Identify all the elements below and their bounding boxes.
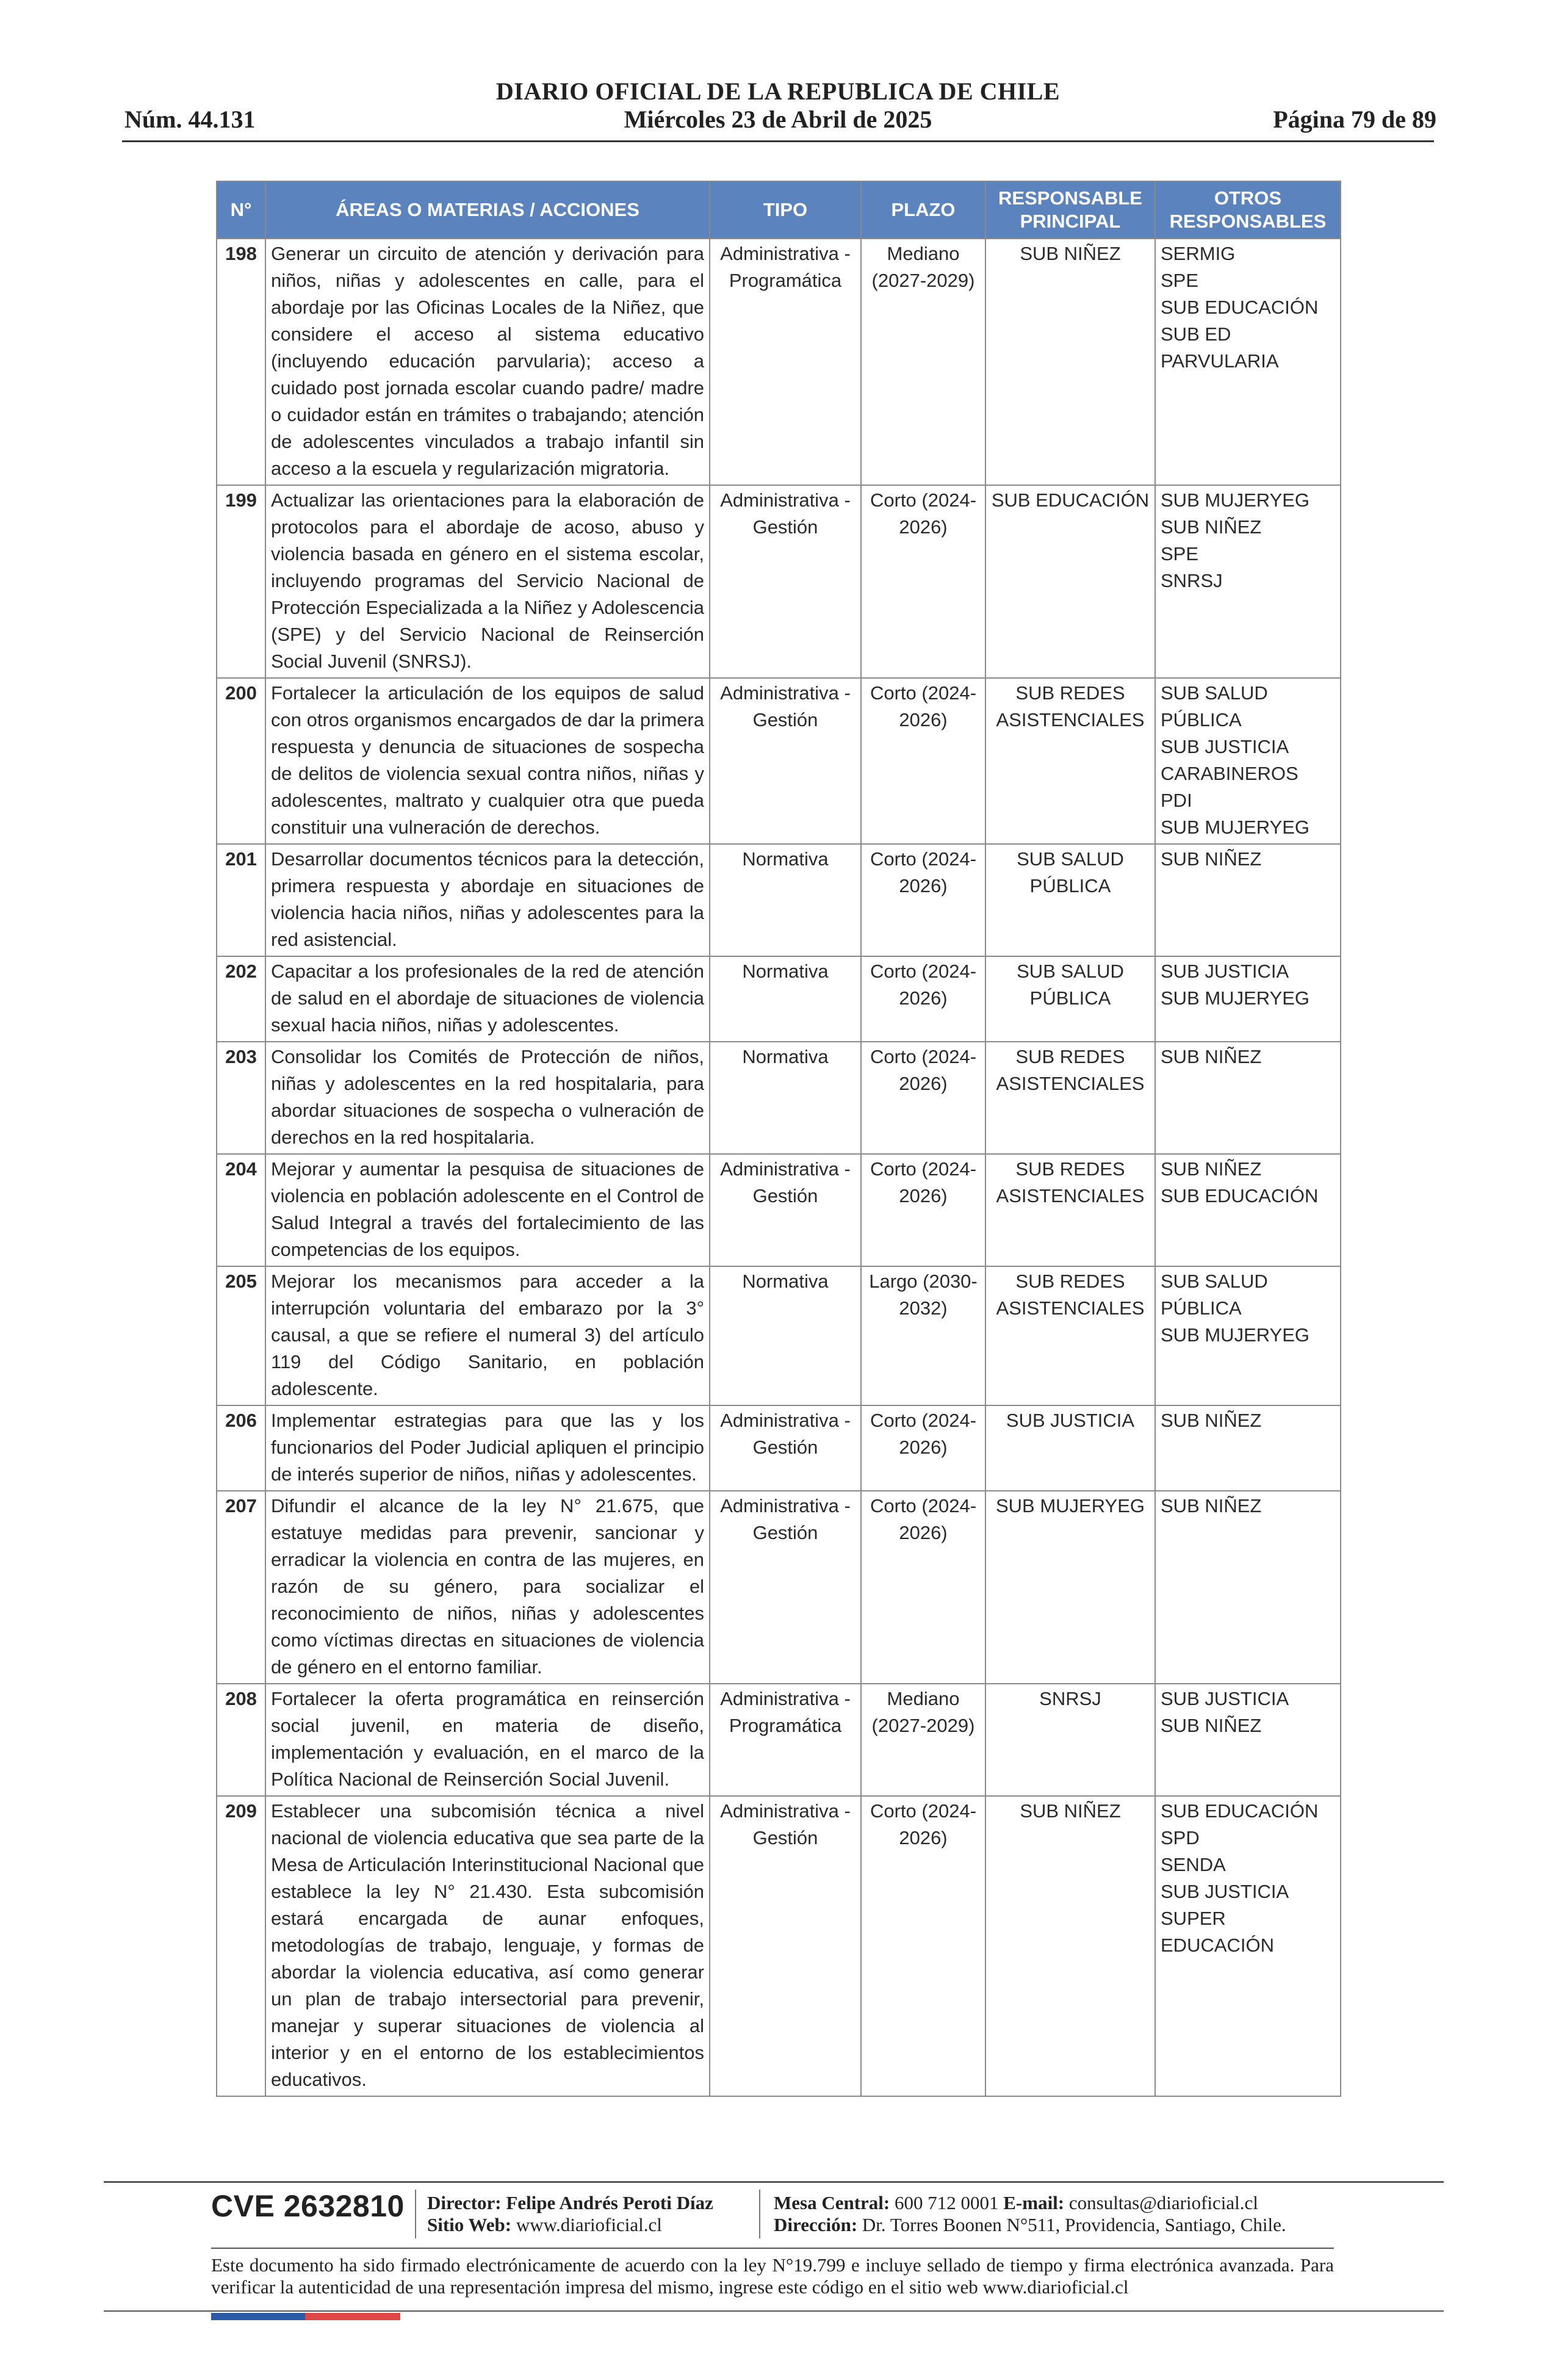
otros-item: SUB SALUD PÚBLICA [1161, 682, 1268, 730]
otros-item: SUB ED PARVULARIA [1161, 323, 1279, 372]
row-tipo: Administrativa - Gestión [710, 485, 861, 678]
row-number: 201 [217, 844, 265, 956]
row-action-text: Difundir el alcance de la ley N° 21.675, que estatuye medidas para prevenir, sancionar y erradicar la violencia en contra de las mujeres, en razón de su género, para socializar el reconocimiento de niños, niñas y adolescentes como víctimas directas en situaciones de violencia de género en el entorno familiar. [265, 1491, 710, 1684]
cve-code: CVE 2632810 [211, 2189, 405, 2223]
legal-notice: Este documento ha sido firmado electrónicamente de acuerdo con la ley N°19.799 e incluye sellado de tiempo y firma electrónica avanzada. Para verificar la autenticidad de una representación impresa del mismo, ingrese este código en el sitio web www.diarioficial.cl [211, 2254, 1334, 2298]
row-action-text: Establecer una subcomisión técnica a nivel nacional de violencia educativa que sea parte de la Mesa de Articulación Interinstitucional Nacional que establece la ley N° 21.430. Esta subcomisión estará encargada de aunar enfoques, metodologías de trabajo, lenguaje, y formas de abordar la violencia educativa, así como generar un plan de trabajo intersectorial para prevenir, manejar y superar situaciones de violencia al interior y en el entorno de los establecimientos educativos. [265, 1796, 710, 2096]
mesa-value: 600 712 0001 [895, 2192, 999, 2213]
row-plazo: Corto (2024-2026) [861, 678, 985, 844]
col-header-plazo: PLAZO [861, 181, 985, 239]
otros-item: SENDA [1161, 1854, 1226, 1875]
address-value: Dr. Torres Boonen N°511, Providencia, Santiago, Chile. [862, 2214, 1286, 2235]
row-otros-responsables [1155, 239, 1341, 485]
col-header-num: N° [217, 181, 265, 239]
row-responsable: SUB EDUCACIÓN [985, 485, 1155, 678]
row-number: 203 [217, 1042, 265, 1154]
row-responsable: SUB NIÑEZ [985, 239, 1155, 485]
row-responsable: SUB REDES ASISTENCIALES [985, 1154, 1155, 1266]
flag-stripe-red [305, 2313, 400, 2320]
row-number: 202 [217, 956, 265, 1042]
otros-item: SUB MUJERYEG [1161, 1324, 1310, 1346]
table-row [217, 1266, 1341, 1405]
otros-item: SUB NIÑEZ [1161, 516, 1262, 538]
row-tipo: Normativa [710, 844, 861, 956]
otros-item: SUB JUSTICIA [1161, 1688, 1289, 1709]
table-row [217, 844, 1341, 956]
row-action-text: Fortalecer la oferta programática en reinserción social juvenil, en materia de diseño, implementación y evaluación, en el marco de la Política Nacional de Reinserción Social Juvenil. [265, 1684, 710, 1796]
col-header-tipo: TIPO [710, 181, 861, 239]
table-row [217, 1405, 1341, 1491]
row-responsable: SUB REDES ASISTENCIALES [985, 678, 1155, 844]
row-plazo: Mediano (2027-2029) [861, 239, 985, 485]
otros-item: SUB MUJERYEG [1161, 817, 1310, 838]
row-responsable: SUB REDES ASISTENCIALES [985, 1042, 1155, 1154]
row-number: 207 [217, 1491, 265, 1684]
row-otros-responsables [1155, 1796, 1341, 2096]
row-action-text: Mejorar los mecanismos para acceder a la interrupción voluntaria del embarazo por la 3° causal, a que se refiere el numeral 3) del artículo 119 del Código Sanitario, en población adolescente. [265, 1266, 710, 1405]
row-number: 206 [217, 1405, 265, 1491]
director-label: Director: [427, 2192, 502, 2213]
otros-item: SNRSJ [1161, 570, 1223, 591]
otros-item: PDI [1161, 790, 1192, 811]
director-value: Felipe Andrés Peroti Díaz [506, 2192, 713, 2213]
mesa-label: Mesa Central: [774, 2192, 890, 2213]
site-label: Sitio Web: [427, 2214, 512, 2235]
site-value[interactable]: www.diarioficial.cl [516, 2214, 662, 2235]
row-tipo: Normativa [710, 956, 861, 1042]
row-plazo: Corto (2024-2026) [861, 1491, 985, 1684]
row-otros-responsables [1155, 844, 1341, 956]
row-otros-responsables [1155, 1684, 1341, 1796]
row-responsable: SUB NIÑEZ [985, 1796, 1155, 2096]
row-number: 199 [217, 485, 265, 678]
otros-item: SPE [1161, 543, 1199, 564]
otros-item: SUB NIÑEZ [1161, 1158, 1262, 1180]
table-header-row [217, 181, 1341, 239]
row-otros-responsables [1155, 678, 1341, 844]
table-row [217, 1042, 1341, 1154]
row-action-text: Mejorar y aumentar la pesquisa de situaciones de violencia en población adolescente en el Control de Salud Integral a través del fortalecimiento de las competencias de los equipos. [265, 1154, 710, 1266]
otros-item: SUB EDUCACIÓN [1161, 1800, 1319, 1822]
row-otros-responsables [1155, 1491, 1341, 1684]
row-plazo: Largo (2030-2032) [861, 1266, 985, 1405]
otros-item: SUB JUSTICIA [1161, 736, 1289, 757]
col-header-otros: OTROS RESPONSABLES [1155, 181, 1341, 239]
row-number: 204 [217, 1154, 265, 1266]
otros-item: SUB NIÑEZ [1161, 1410, 1262, 1431]
otros-item: SPD [1161, 1827, 1200, 1848]
otros-item: SUB NIÑEZ [1161, 1715, 1262, 1736]
row-tipo: Normativa [710, 1266, 861, 1405]
row-otros-responsables [1155, 956, 1341, 1042]
row-responsable: SUB REDES ASISTENCIALES [985, 1266, 1155, 1405]
row-plazo: Corto (2024-2026) [861, 1405, 985, 1491]
otros-item: SUB SALUD PÚBLICA [1161, 1271, 1268, 1319]
row-action-text: Consolidar los Comités de Protección de niños, niñas y adolescentes en la red hospitalaria, para abordar situaciones de sospecha o vulneración de derechos en la red hospitalaria. [265, 1042, 710, 1154]
otros-item: SPE [1161, 270, 1199, 291]
actions-table [216, 181, 1341, 2097]
row-tipo: Normativa [710, 1042, 861, 1154]
issue-date: Miércoles 23 de Abril de 2025 [624, 106, 932, 133]
row-tipo: Administrativa - Gestión [710, 1154, 861, 1266]
row-tipo: Administrativa - Gestión [710, 1405, 861, 1491]
row-tipo: Administrativa - Gestión [710, 1491, 861, 1684]
page-number: Página 79 de 89 [1273, 106, 1436, 133]
address-label: Dirección: [774, 2214, 858, 2235]
row-responsable: SUB SALUD PÚBLICA [985, 956, 1155, 1042]
row-action-text: Generar un circuito de atención y derivación para niños, niñas y adolescentes en calle, para el abordaje por las Oficinas Locales de la Niñez, que considere el acceso al sistema educativo (incluyendo educación parvularia); acceso a cuidado post jornada escolar cuando padre/ madre o cuidador están en trámites o trabajando; atención de adolescentes vinculados a trabajo infantil sin acceso a la escuela y regularización migratoria. [265, 239, 710, 485]
row-number: 198 [217, 239, 265, 485]
otros-item: SUB EDUCACIÓN [1161, 297, 1319, 318]
row-plazo: Corto (2024-2026) [861, 956, 985, 1042]
footer-contact-block [774, 2192, 1286, 2236]
footer-divider-top [104, 2181, 1444, 2183]
otros-item: SERMIG [1161, 243, 1236, 264]
col-header-responsable: RESPONSABLE PRINCIPAL [985, 181, 1155, 239]
row-responsable: SNRSJ [985, 1684, 1155, 1796]
row-tipo: Administrativa - Gestión [710, 1796, 861, 2096]
row-action-text: Fortalecer la articulación de los equipos de salud con otros organismos encargados de dar la primera respuesta y denuncia de situaciones de sospecha de delitos de violencia sexual contra niños, niñas y adolescentes, maltrato y cualquier otra que pueda constituir una vulneración de derechos. [265, 678, 710, 844]
row-otros-responsables [1155, 1154, 1341, 1266]
otros-item: SUB JUSTICIA [1161, 1881, 1289, 1902]
row-number: 200 [217, 678, 265, 844]
row-number: 205 [217, 1266, 265, 1405]
row-otros-responsables [1155, 1042, 1341, 1154]
row-action-text: Capacitar a los profesionales de la red de atención de salud en el abordaje de situaciones de violencia sexual hacia niños, niñas y adolescentes. [265, 956, 710, 1042]
otros-item: SUB NIÑEZ [1161, 848, 1262, 870]
otros-item: SUB MUJERYEG [1161, 489, 1310, 511]
otros-item: CARABINEROS [1161, 763, 1298, 784]
otros-item: SUB NIÑEZ [1161, 1495, 1262, 1516]
table-row [217, 1491, 1341, 1684]
email-label: E-mail: [1003, 2192, 1065, 2213]
flag-stripe-blue [211, 2313, 305, 2320]
table-row [217, 1154, 1341, 1266]
footer-separator [759, 2190, 760, 2238]
footer-divider-bottom [104, 2310, 1444, 2312]
footer-divider-middle [211, 2248, 1334, 2249]
email-value[interactable]: consultas@diarioficial.cl [1068, 2192, 1258, 2213]
table-row [217, 1684, 1341, 1796]
otros-item: SUB NIÑEZ [1161, 1046, 1262, 1067]
issue-number: Núm. 44.131 [124, 106, 256, 133]
table-row [217, 678, 1341, 844]
row-plazo: Corto (2024-2026) [861, 1796, 985, 2096]
col-header-area: ÁREAS O MATERIAS / ACCIONES [265, 181, 710, 239]
otros-item: SUPER EDUCACIÓN [1161, 1908, 1275, 1956]
row-plazo: Mediano (2027-2029) [861, 1684, 985, 1796]
otros-item: SUB MUJERYEG [1161, 987, 1310, 1009]
row-responsable: SUB SALUD PÚBLICA [985, 844, 1155, 956]
footer-separator [415, 2190, 416, 2238]
row-number: 209 [217, 1796, 265, 2096]
header-divider [122, 140, 1434, 142]
footer-director-block [427, 2192, 713, 2236]
row-otros-responsables [1155, 485, 1341, 678]
table-row [217, 239, 1341, 485]
table-row [217, 485, 1341, 678]
row-tipo: Administrativa - Programática [710, 1684, 861, 1796]
otros-item: SUB JUSTICIA [1161, 961, 1289, 982]
row-number: 208 [217, 1684, 265, 1796]
row-responsable: SUB JUSTICIA [985, 1405, 1155, 1491]
table-body [217, 239, 1341, 2096]
table-row [217, 1796, 1341, 2096]
row-action-text: Actualizar las orientaciones para la elaboración de protocolos para el abordaje de acoso, abuso y violencia basada en género en el sistema escolar, incluyendo programas del Servicio Nacional de Protección Especializada a la Niñez y Adolescencia (SPE) y del Servicio Nacional de Reinserción Social Juvenil (SNRSJ). [265, 485, 710, 678]
row-plazo: Corto (2024-2026) [861, 1042, 985, 1154]
table-row [217, 956, 1341, 1042]
publication-title: DIARIO OFICIAL DE LA REPUBLICA DE CHILE [495, 78, 1061, 105]
row-responsable: SUB MUJERYEG [985, 1491, 1155, 1684]
row-action-text: Desarrollar documentos técnicos para la detección, primera respuesta y abordaje en situaciones de violencia hacia niños, niñas y adolescentes para la red asistencial. [265, 844, 710, 956]
row-tipo: Administrativa - Programática [710, 239, 861, 485]
row-plazo: Corto (2024-2026) [861, 485, 985, 678]
otros-item: SUB EDUCACIÓN [1161, 1185, 1319, 1206]
row-otros-responsables [1155, 1405, 1341, 1491]
row-otros-responsables [1155, 1266, 1341, 1405]
row-plazo: Corto (2024-2026) [861, 844, 985, 956]
row-tipo: Administrativa - Gestión [710, 678, 861, 844]
row-plazo: Corto (2024-2026) [861, 1154, 985, 1266]
row-action-text: Implementar estrategias para que las y los funcionarios del Poder Judicial apliquen el principio de interés superior de niños, niñas y adolescentes. [265, 1405, 710, 1491]
